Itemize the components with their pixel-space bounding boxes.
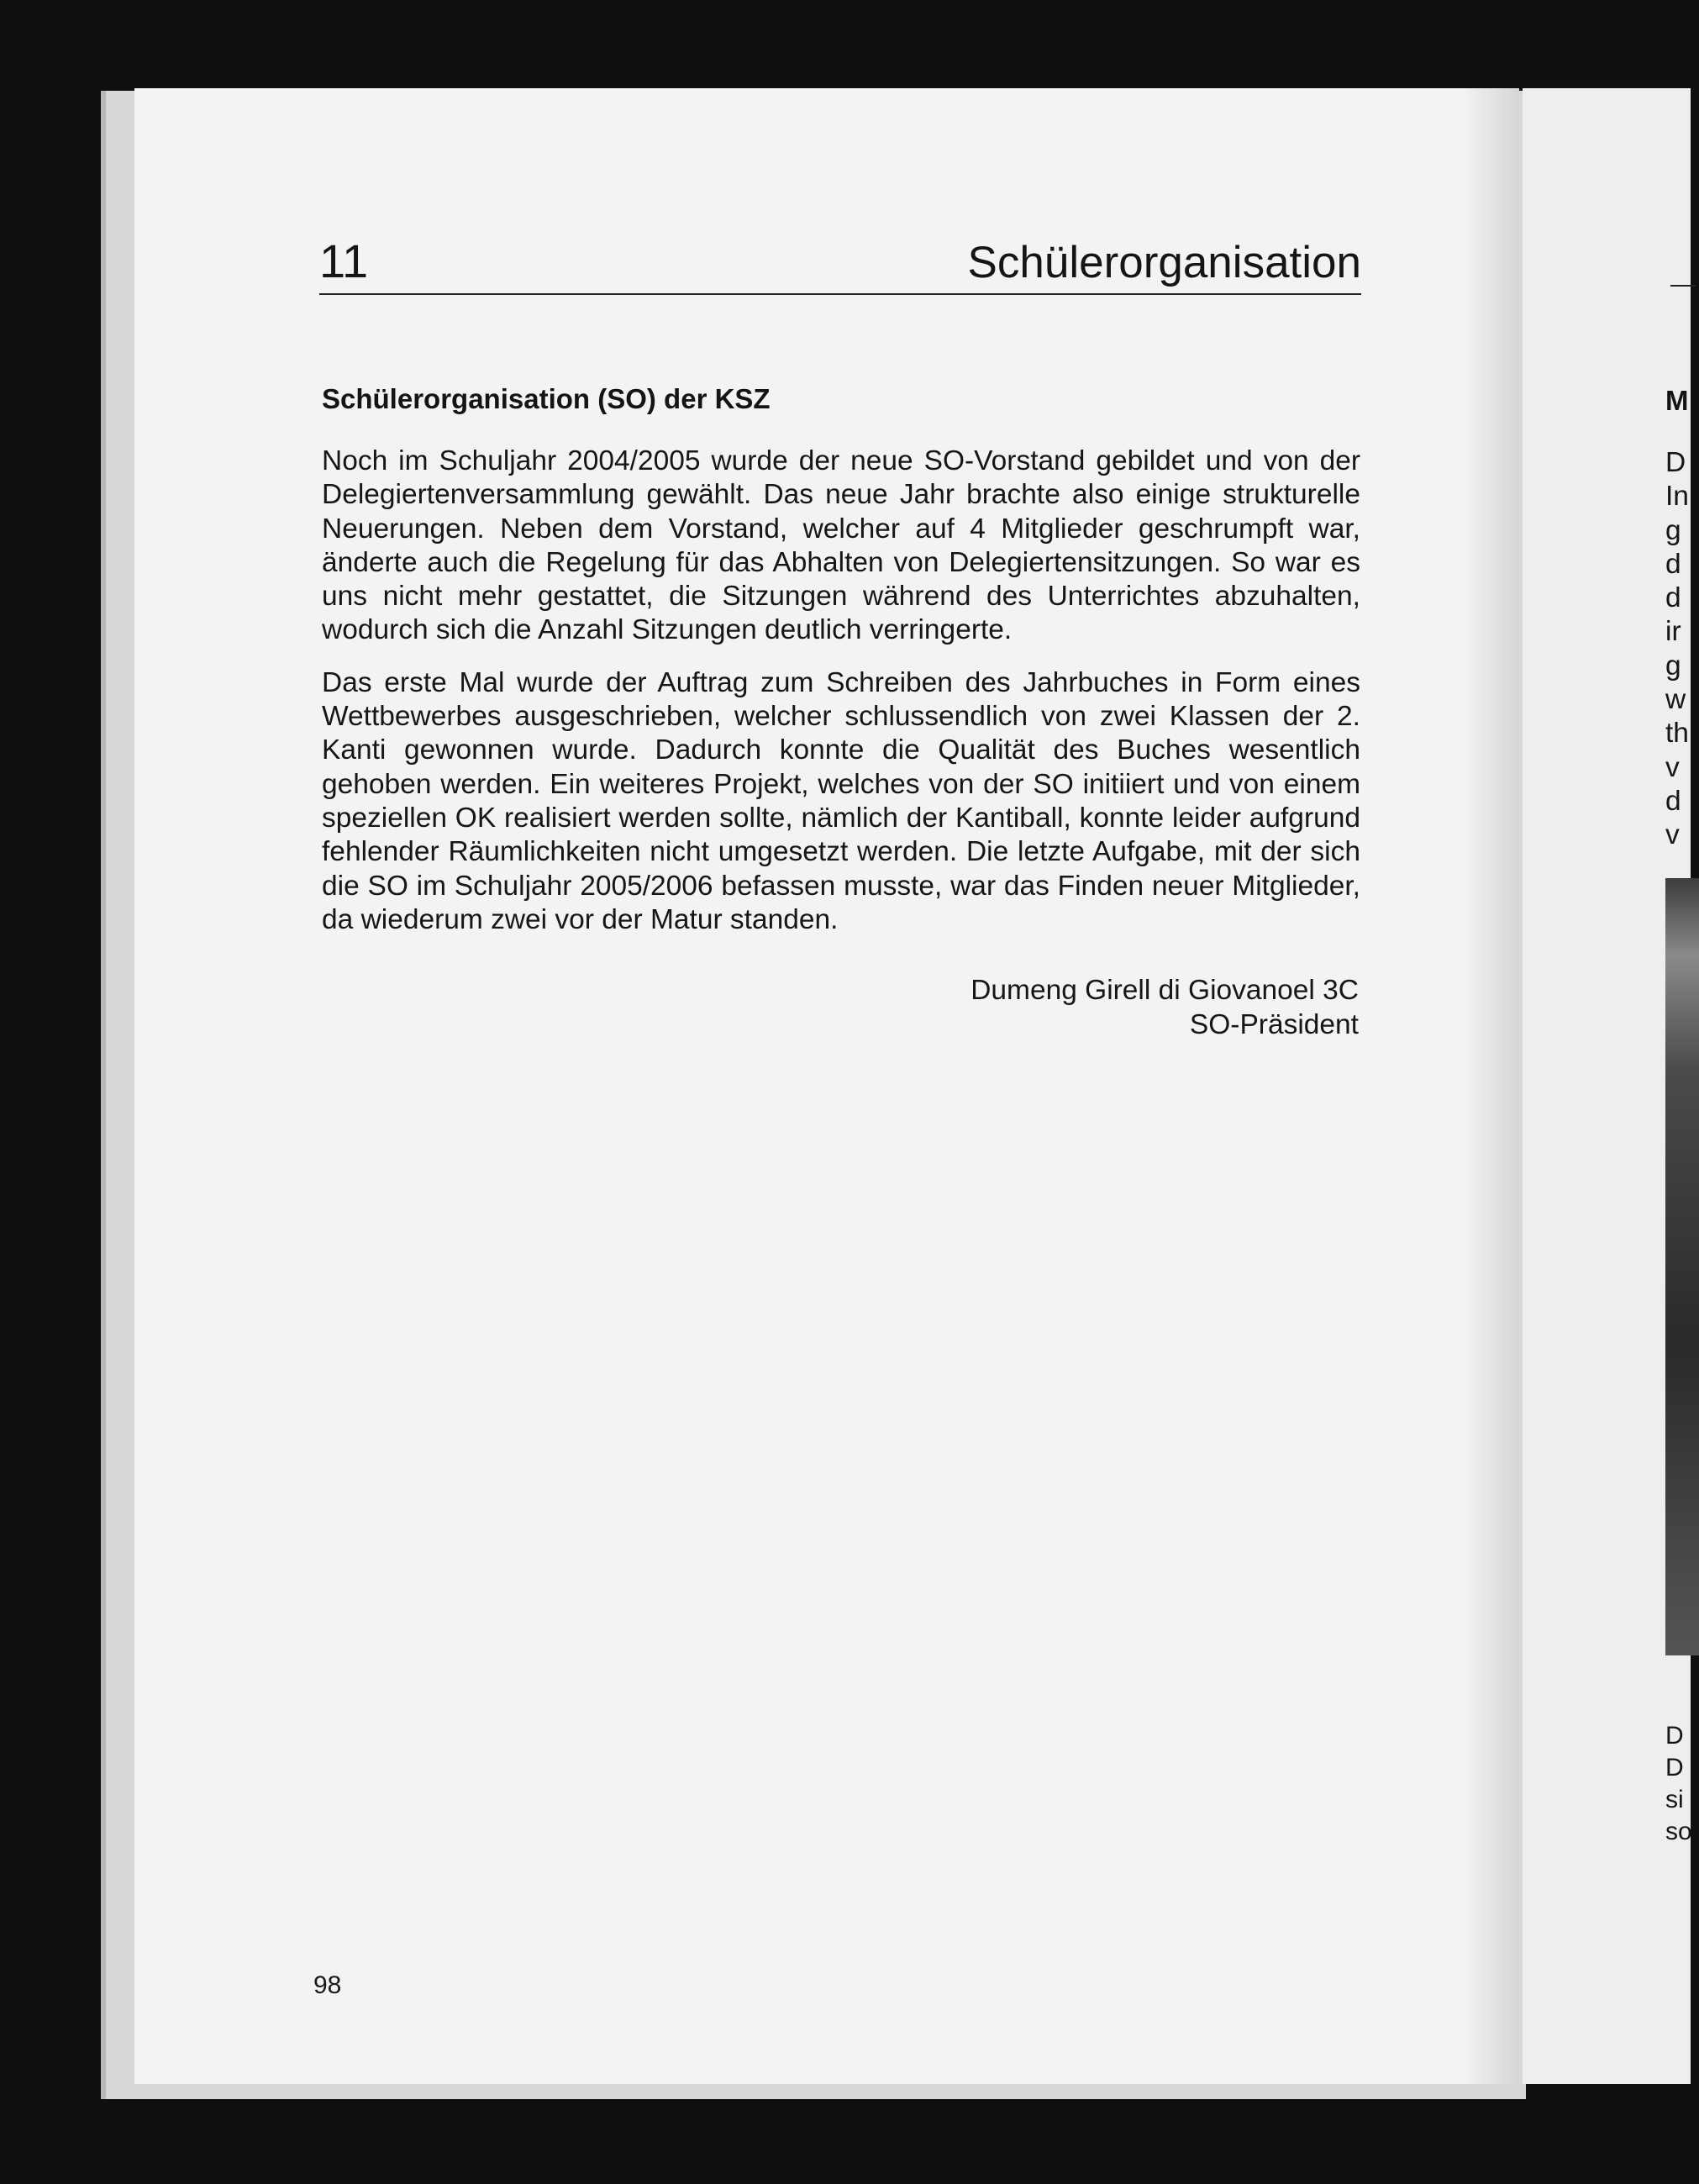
paragraph-2: Das erste Mal wurde der Auftrag zum Schreiben des Jahrbuches in Form eines Wettbewerbes ausgeschrieben, welcher schlussendlich von zwei Klassen der 2. Kanti gewonnen wurde. Dadurch konnte die Qualität des Buches wesentlich gehoben werden. Ein weiteres Projekt, welches von der SO initiiert und von einem speziellen OK realisiert werden sollte, nämlich der Kantiball, konnte leider aufgrund fehlender Räumlichkeiten nicht umgesetzt werden. Die letzte Aufgabe, mit der sich die SO im Schuljahr 2005/2006 befassen musste, war das Finden neuer Mitglieder, da wiederum zwei vor der Matur standen. bbox=[322, 666, 1360, 935]
section-heading: Schülerorganisation (SO) der KSZ bbox=[322, 383, 771, 414]
right-page-caption-fragments bbox=[1665, 1720, 1692, 1848]
paragraph-1: Noch im Schuljahr 2004/2005 wurde der neue SO-Vorstand gebildet und von der Delegiertenversammlung gewählt. Das neue Jahr brachte also einige strukturelle Neuerungen. Neben dem Vorstand, welcher auf 4 Mitglieder geschrumpft war, änderte auch die Regelung für das Abhalten von Delegiertensitzungen. So war es uns nicht mehr gestattet, die Sitzungen während des Unterrichtes abzuhalten, wodurch sich die Anzahl Sitzungen deutlich verringerte. bbox=[322, 445, 1360, 646]
right-page-line-start: D bbox=[1665, 447, 1686, 478]
caption-line-start: so bbox=[1665, 1818, 1692, 1845]
right-page-line-start: w bbox=[1665, 684, 1686, 716]
right-page-line-start: In bbox=[1665, 481, 1689, 513]
chapter-number: 11 bbox=[319, 234, 369, 287]
signature-name: Dumeng Girell di Giovanoel 3C bbox=[970, 975, 1359, 1006]
article-body bbox=[322, 445, 1360, 937]
right-page-heading-fragment: M bbox=[1665, 385, 1689, 416]
signature-block bbox=[970, 974, 1359, 1042]
right-page-line-start: ir bbox=[1665, 616, 1681, 648]
right-page-line-start: d bbox=[1665, 548, 1681, 580]
caption-line-start: si bbox=[1665, 1786, 1684, 1813]
page-number: 98 bbox=[313, 1971, 342, 1999]
right-page-line-start: v bbox=[1665, 751, 1680, 783]
right-page-line-start: th bbox=[1665, 718, 1689, 750]
right-page-text-fragments bbox=[1665, 446, 1689, 853]
caption-line-start: D bbox=[1665, 1754, 1684, 1781]
right-page-header-rule bbox=[1670, 285, 1696, 287]
right-page-line-start: g bbox=[1665, 514, 1681, 546]
caption-line-start: D bbox=[1665, 1722, 1684, 1750]
chapter-header bbox=[319, 234, 1361, 295]
signature-role: SO-Präsident bbox=[1189, 1008, 1359, 1040]
right-page-line-start: v bbox=[1665, 819, 1680, 851]
right-page-line-start: d bbox=[1665, 582, 1681, 614]
right-page-line-start: d bbox=[1665, 785, 1681, 817]
right-page-line-start: g bbox=[1665, 650, 1681, 682]
chapter-title: Schülerorganisation bbox=[967, 238, 1361, 287]
book-spine-shadow bbox=[1462, 88, 1519, 2084]
right-page-photo bbox=[1665, 878, 1699, 1655]
